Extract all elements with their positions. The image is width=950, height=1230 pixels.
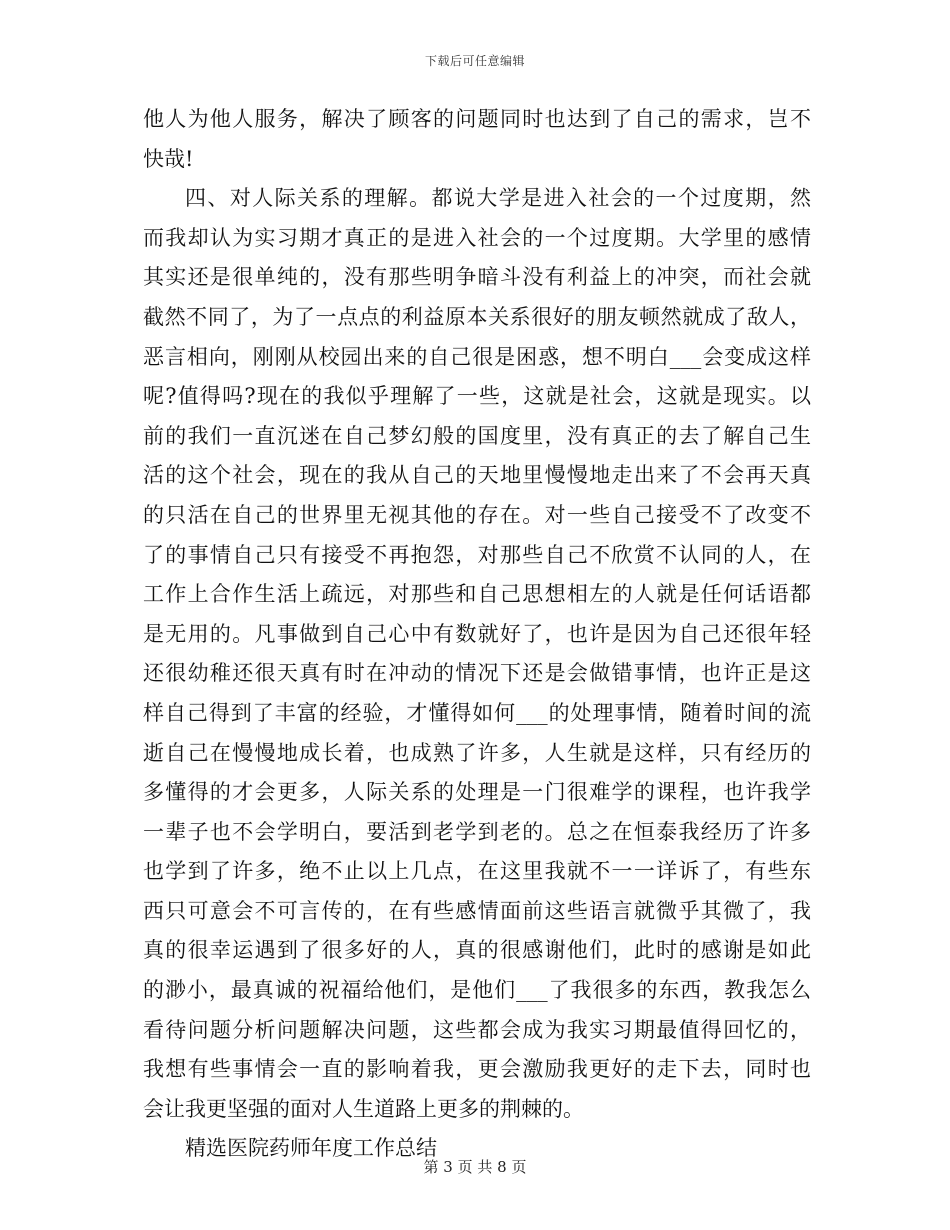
body-line: 逝自己在慢慢地成长着，也成熟了许多，人生就是这样，只有经历的	[143, 740, 811, 765]
body-line: 呢?值得吗?现在的我似乎理解了一些，这就是社会，这就是现实。以	[143, 384, 811, 409]
body-line: 其实还是很单纯的，没有那些明争暗斗没有利益上的冲突，而社会就	[143, 265, 811, 290]
body-line: 了的事情自己只有接受不再抱怨，对那些自己不欣赏不认同的人，在	[143, 542, 811, 567]
body-line: 是无用的。凡事做到自己心中有数就好了，也许是因为自己还很年轻	[143, 621, 811, 646]
body-line: 他人为他人服务，解决了顾客的问题同时也达到了自己的需求，岂不	[143, 107, 811, 131]
body-line: 西只可意会不可言传的，在有些感情面前这些语言就微乎其微了，我	[143, 898, 811, 923]
body-text	[143, 100, 811, 1169]
body-line: 还很幼稚还很天真有时在冲动的情况下还是会做错事情，也许正是这	[143, 661, 811, 686]
body-line: 一辈子也不会学明白，要活到老学到老的。总之在恒泰我经历了许多	[143, 819, 811, 844]
section-title: 精选医院药师年度工作总结	[185, 1136, 437, 1161]
body-line: 多懂得的才会更多，人际关系的处理是一门很难学的课程，也许我学	[143, 780, 811, 805]
body-line: 的只活在自己的世界里无视其他的存在。对一些自己接受不了改变不	[143, 502, 811, 527]
body-line: 我想有些事情会一直的影响着我，更会激励我更好的走下去，同时也	[143, 1057, 811, 1082]
body-line: 前的我们一直沉迷在自己梦幻般的国度里，没有真正的去了解自己生	[143, 423, 811, 448]
body-line: 样自己得到了丰富的经验，才懂得如何___的处理事情，随着时间的流	[143, 700, 811, 725]
body-line: 真的很幸运遇到了很多好的人，真的很感谢他们，此时的感谢是如此	[143, 938, 811, 963]
body-line: 也学到了许多，绝不止以上几点，在这里我就不一一详诉了，有些东	[143, 859, 811, 884]
body-line: 快哉!	[143, 146, 194, 171]
body-line: 截然不同了，为了一点点的利益原本关系很好的朋友顿然就成了敌人，	[143, 304, 811, 329]
page-header: 下载后可任意编辑	[424, 54, 525, 68]
page-footer: 第 3 页 共 8 页	[423, 1158, 527, 1176]
paragraph-heading-line: 四、对人际关系的理解。都说大学是进入社会的一个过度期，然	[185, 186, 811, 211]
body-line: 工作上合作生活上疏远，对那些和自己思想相左的人就是任何话语都	[143, 582, 811, 607]
body-line: 而我却认为实习期才真正的是进入社会的一个过度期。大学里的感情	[143, 225, 811, 250]
body-line: 看待问题分析问题解决问题，这些都会成为我实习期最值得回忆的，	[143, 1017, 811, 1042]
body-line: 的渺小，最真诚的祝福给他们，是他们___了我很多的东西，教我怎么	[143, 978, 811, 1003]
body-line: 活的这个社会，现在的我从自己的天地里慢慢地走出来了不会再天真	[143, 463, 811, 488]
body-line: 恶言相向，刚刚从校园出来的自己很是困惑，想不明白___会变成这样	[143, 344, 811, 369]
body-line: 会让我更坚强的面对人生道路上更多的荆棘的。	[143, 1096, 584, 1121]
